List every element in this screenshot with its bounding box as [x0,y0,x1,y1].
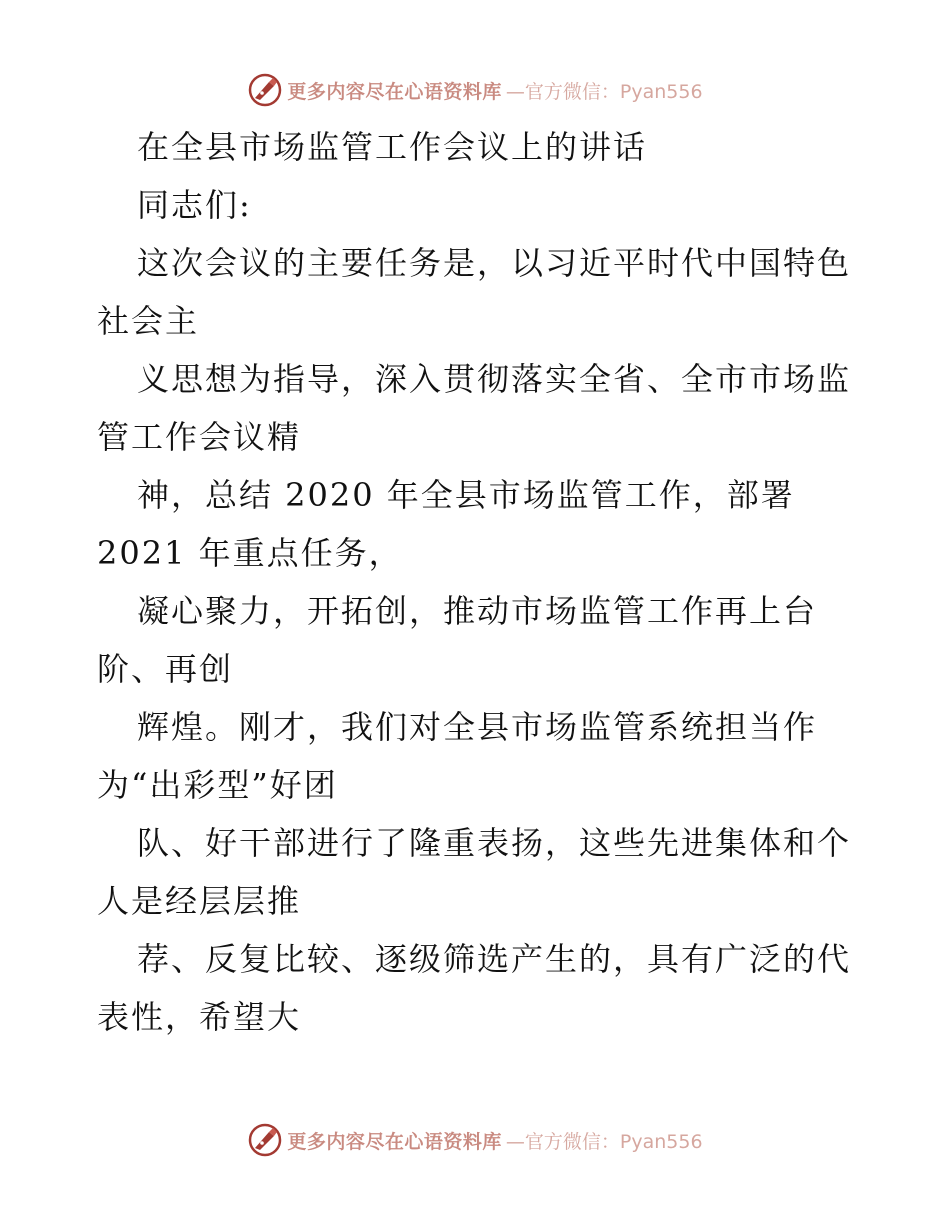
header-banner-inner [247,72,702,108]
document-line: 2021 年重点任务， [97,534,403,572]
document-line: 凝心聚力，开拓创，推动市场监管工作再上台 [137,592,818,630]
header-banner-wechat: —官方微信：Pyan556 [505,80,703,103]
document-body [97,118,857,1046]
document-paragraph [97,234,857,1046]
document-line: 这次会议的主要任务是，以习近平时代中国特色 [137,244,852,282]
document-line: 辉煌。刚才，我们对全县市场监管系统担当作 [137,708,818,746]
document-line: 管工作会议精 [97,418,302,456]
footer-banner-text: 更多内容尽在心语资料库 [287,1130,502,1153]
document-line: 社会主 [97,302,200,340]
document-line: 义思想为指导，深入贯彻落实全省、全市市场监 [137,360,852,398]
document-line: 队、好干部进行了隆重表扬，这些先进集体和个 [137,824,852,862]
document-line: 为“出彩型”好团 [97,766,338,804]
footer-banner [0,1120,950,1160]
document-salutation: 同志们: [137,186,252,224]
document-line: 表性，希望大 [97,998,302,1036]
footer-banner-inner [247,1122,702,1158]
document-line: 人是经层层推 [97,882,302,920]
footer-banner-wechat: —官方微信：Pyan556 [505,1130,703,1153]
header-banner [0,70,950,110]
pen-nib-icon [247,1122,283,1158]
document-line: 阶、再创 [97,650,234,688]
pen-nib-icon [247,72,283,108]
document-title: 在全县市场监管工作会议上的讲话 [137,128,648,166]
document-line: 荐、反复比较、逐级筛选产生的，具有广泛的代 [137,940,852,978]
header-banner-text: 更多内容尽在心语资料库 [287,80,502,103]
document-line: 神，总结 2020 年全县市场监管工作，部署 [137,476,795,514]
